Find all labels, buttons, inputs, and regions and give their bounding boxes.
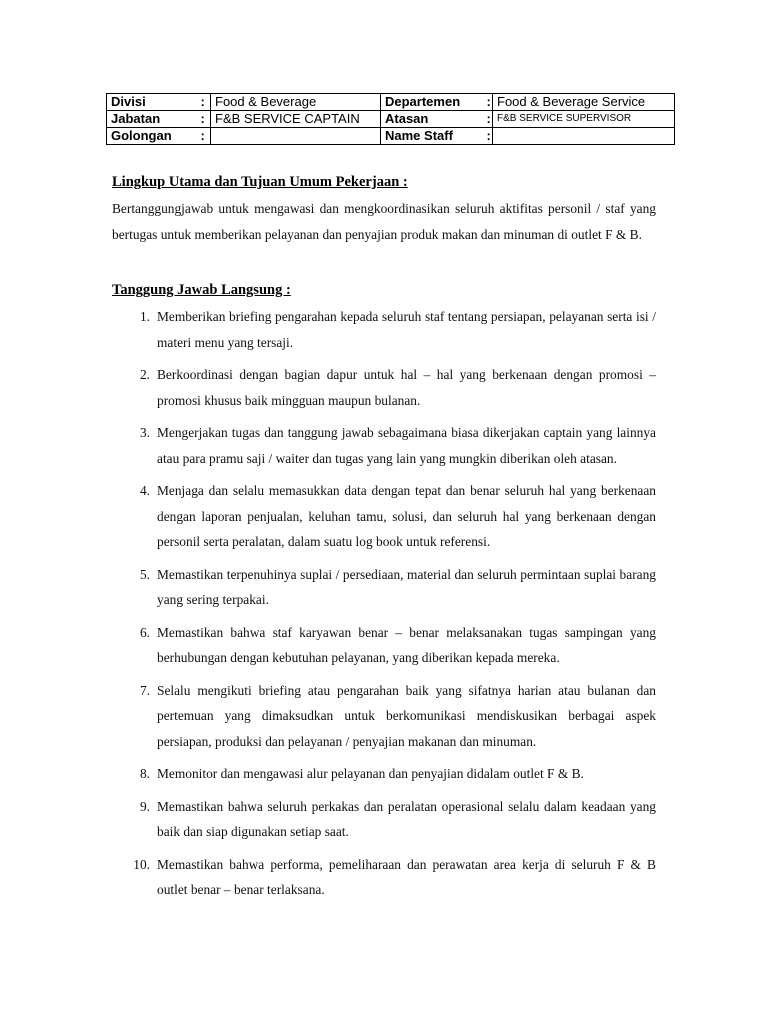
jabatan-value: F&B SERVICE CAPTAIN — [211, 111, 381, 128]
info-row-jabatan — [107, 111, 675, 128]
info-row-divisi — [107, 94, 675, 111]
list-item-text: Berkoordinasi dengan bagian dapur untuk hal – hal yang berkenaan dengan promosi – promosi khusus baik mingguan maupun bulanan. — [157, 367, 656, 408]
list-item-text: Memastikan bahwa staf karyawan benar – benar melaksanakan tugas sampingan yang berhubungan dengan kebutuhan pelayanan, yang diberikan kepada mereka. — [157, 624, 656, 665]
departemen-label: Departemen — [381, 94, 481, 111]
list-item-text: Memastikan terpenuhinya suplai / persediaan, material dan seluruh permintaan suplai barang yang sering terpakai. — [157, 566, 656, 607]
scope-title: Lingkup Utama dan Tujuan Umum Pekerjaan : — [112, 174, 408, 190]
list-item-number: 4. — [139, 483, 150, 498]
list-item — [112, 620, 656, 671]
list-item-number: 3. — [139, 425, 150, 440]
golongan-label: Golongan — [107, 128, 195, 145]
list-item — [112, 362, 656, 413]
colon: : — [195, 94, 211, 111]
info-row-golongan — [107, 128, 675, 145]
colon: : — [195, 128, 211, 145]
list-item — [112, 761, 656, 787]
name-staff-label: Name Staff — [381, 128, 481, 145]
list-item-number: 1. — [139, 309, 150, 324]
list-item-text: Menjaga dan selalu memasukkan data dengan tepat dan benar seluruh hal yang berkenaan dengan laporan penjualan, keluhan tamu, solusi, dan seluruh hal yang berkenaan dengan personil serta peralatan, dalam suatu log book untuk referensi. — [157, 483, 656, 549]
scope-text: Bertanggungjawab untuk mengawasi dan mengkoordinasikan seluruh aktifitas personil / staf yang bertugas untuk memberikan pelayanan dan penyajian produk makan dan minuman di outlet F & B. — [112, 201, 656, 242]
list-item-number: 7. — [139, 682, 150, 698]
list-item — [112, 678, 656, 755]
list-item — [112, 420, 656, 471]
list-item — [112, 562, 656, 613]
list-item-number: 6. — [139, 624, 150, 640]
job-info-table — [106, 93, 675, 145]
divisi-label: Divisi — [107, 94, 195, 111]
departemen-value: Food & Beverage Service — [493, 94, 675, 111]
divisi-value: Food & Beverage — [211, 94, 381, 111]
list-item-number: 5. — [139, 566, 150, 582]
list-item-text: Mengerjakan tugas dan tanggung jawab sebagaimana biasa dikerjakan captain yang lainnya atau para pramu saji / waiter dan tugas yang lain yang mungkin diberikan oleh atasan. — [157, 425, 656, 466]
jabatan-label: Jabatan — [107, 111, 195, 128]
colon: : — [481, 94, 493, 111]
list-item-text: Memastikan bahwa seluruh perkakas dan peralatan operasional selalu dalam keadaan yang baik dan siap digunakan setiap saat. — [157, 798, 656, 839]
responsibilities-title: Tanggung Jawab Langsung : — [112, 282, 291, 298]
colon: : — [195, 111, 211, 128]
list-item — [112, 794, 656, 845]
list-item — [112, 478, 656, 555]
list-item — [112, 852, 656, 903]
atasan-label: Atasan — [381, 111, 481, 128]
name-staff-value — [493, 128, 675, 145]
list-item-text: Selalu mengikuti briefing atau pengarahan baik yang sifatnya harian atau bulanan dan pertemuan yang dimaksudkan untuk berkomunikasi mendiskusikan berbagai aspek persiapan, produksi dan pelayanan / penyajian makanan dan minuman. — [157, 682, 656, 749]
list-item — [112, 304, 656, 355]
list-item-text: Memonitor dan mengawasi alur pelayanan dan penyajian didalam outlet F & B. — [157, 766, 584, 781]
responsibilities-list — [112, 304, 656, 910]
list-item-number: 2. — [139, 367, 150, 382]
list-item-number: 8. — [139, 766, 150, 781]
list-item-text: Memberikan briefing pengarahan kepada seluruh staf tentang persiapan, pelayanan serta isi / materi menu yang tersaji. — [157, 309, 656, 350]
list-item-number: 10. — [133, 856, 150, 872]
golongan-value — [211, 128, 381, 145]
colon: : — [481, 128, 493, 145]
atasan-value: F&B SERVICE SUPERVISOR — [493, 111, 675, 128]
list-item-number: 9. — [139, 798, 150, 814]
list-item-text: Memastikan bahwa performa, pemeliharaan dan perawatan area kerja di seluruh F & B outlet benar – benar terlaksana. — [157, 856, 656, 897]
colon: : — [481, 111, 493, 128]
